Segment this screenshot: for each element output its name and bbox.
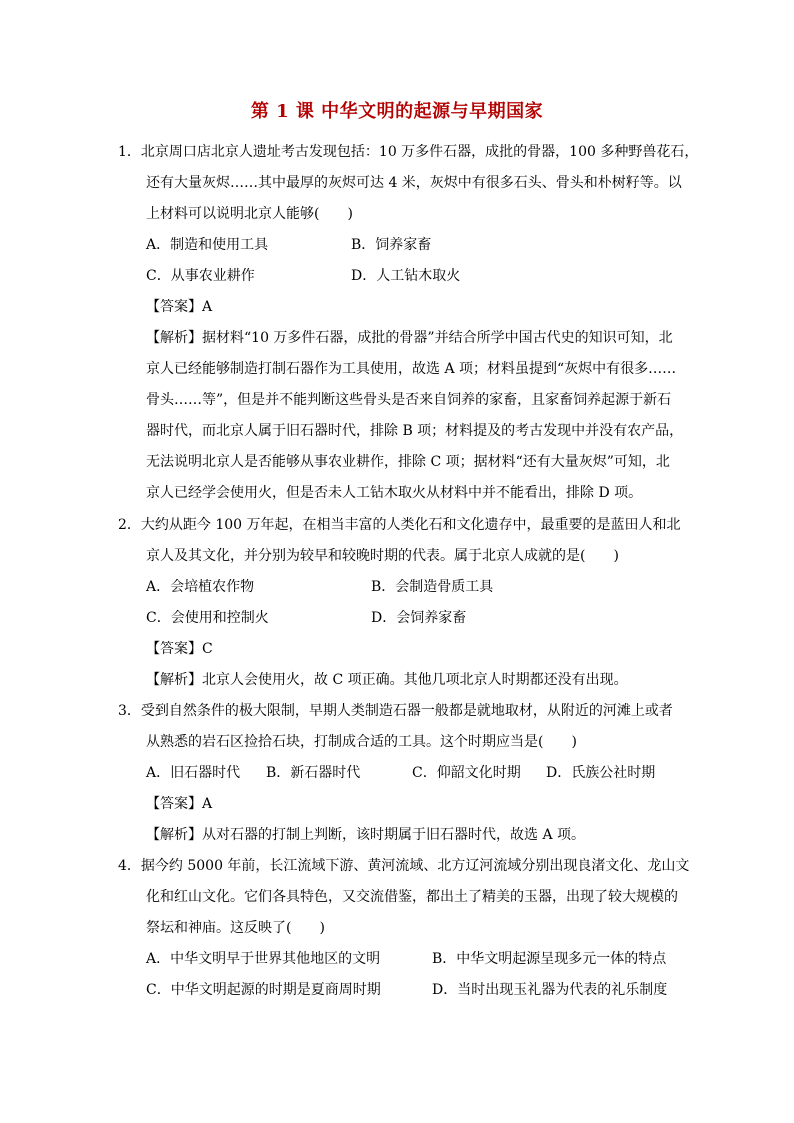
option-row: [118, 230, 698, 261]
analysis-line: 京人已经学会使用火，但是否未人工钻木取火从材料中并不能看出，排除 D 项。: [146, 485, 643, 501]
question-3: [118, 696, 698, 851]
option-b: B．饲养家畜: [351, 237, 432, 253]
option-a: A．会培植农作物: [146, 579, 255, 595]
option-d: D．当时出现玉礼器为代表的礼乐制度: [432, 982, 668, 998]
option-a: A．中华文明早于世界其他地区的文明: [146, 951, 381, 967]
analysis-line: 骨头……等”，但是并不能判断这些骨头是否来自饲养的家畜，且家畜饲养起源于新石: [146, 392, 672, 408]
question-stem-line: 1．北京周口店北京人遗址考古发现包括：10 万多件石器，成批的骨器，100 多种野兽花石，: [118, 144, 699, 160]
option-d: D．氏族公社时期: [546, 765, 656, 781]
question-2: [118, 510, 698, 696]
option-row: [118, 975, 698, 1006]
question-stem-line: 京人及其文化，并分别为较早和较晚时期的代表。属于北京人成就的是( ): [146, 548, 619, 564]
option-row: [118, 261, 698, 292]
answer: 【答案】C: [146, 641, 213, 657]
option-b: B．新石器时代: [266, 765, 361, 781]
question-4: [118, 851, 698, 1006]
option-d: D．会饲养家畜: [371, 610, 467, 626]
option-a: A．旧石器时代: [146, 765, 241, 781]
analysis-line: 【解析】北京人会使用火，故 C 项正确。其他几项北京人时期都还没有出现。: [146, 672, 628, 688]
question-stem-line: 2．大约从距今 100 万年起，在相当丰富的人类化石和文化遗存中，最重要的是蓝田人和北: [118, 517, 681, 533]
answer: 【答案】A: [146, 299, 213, 315]
question-stem-line: 化和红山文化。它们各具特色，又交流借鉴，都出土了精美的玉器，出现了较大规模的: [146, 889, 678, 905]
page-title: 第 1 课 中华文明的起源与早期国家: [250, 101, 544, 122]
analysis-line: 【解析】据材料“10 万多件石器，成批的骨器”并结合所学中国古代史的知识可知，北: [146, 330, 673, 346]
question-stem-line: 4．据今约 5000 年前，长江流域下游、黄河流域、北方辽河流域分别出现良渚文化、龙山文: [118, 858, 690, 874]
option-c: C．仰韶文化时期: [412, 765, 521, 781]
option-row: [118, 758, 698, 789]
option-c: C．中华文明起源的时期是夏商周时期: [146, 982, 381, 998]
option-c: C．会使用和控制火: [146, 610, 269, 626]
option-row: [118, 572, 698, 603]
analysis-line: 京人已经能够制造打制石器作为工具使用，故选 A 项；材料虽提到“灰烬中有很多……: [146, 361, 677, 377]
option-row: [118, 944, 698, 975]
analysis-line: 器时代，而北京人属于旧石器时代，排除 B 项；材料提及的考古发现中并没有农产品，: [146, 423, 684, 439]
option-b: B．中华文明起源呈现多元一体的特点: [432, 951, 667, 967]
option-b: B．会制造骨质工具: [371, 579, 494, 595]
option-a: A．制造和使用工具: [146, 237, 269, 253]
option-row: [118, 603, 698, 634]
question-stem-line: 上材料可以说明北京人能够( ): [146, 206, 353, 222]
analysis-line: 【解析】从对石器的打制上判断，该时期属于旧石器时代，故选 A 项。: [146, 827, 586, 843]
question-stem-line: 还有大量灰烬……其中最厚的灰烬可达 4 米，灰烬中有很多石头、骨头和朴树籽等。以: [146, 175, 682, 191]
question-stem-line: 从熟悉的岩石区捡拾石块，打制成合适的工具。这个时期应当是( ): [146, 734, 577, 750]
option-d: D．人工钻木取火: [351, 268, 461, 284]
question-stem-line: 3．受到自然条件的极大限制，早期人类制造石器一般都是就地取材，从附近的河滩上或者: [118, 703, 673, 719]
analysis-line: 无法说明北京人是否能够从事农业耕作，排除 C 项；据材料“还有大量灰烬”可知，北: [146, 454, 670, 470]
question-stem-line: 祭坛和神庙。这反映了( ): [146, 920, 325, 936]
question-1: [118, 137, 698, 509]
answer: 【答案】A: [146, 796, 213, 812]
option-c: C．从事农业耕作: [146, 268, 255, 284]
